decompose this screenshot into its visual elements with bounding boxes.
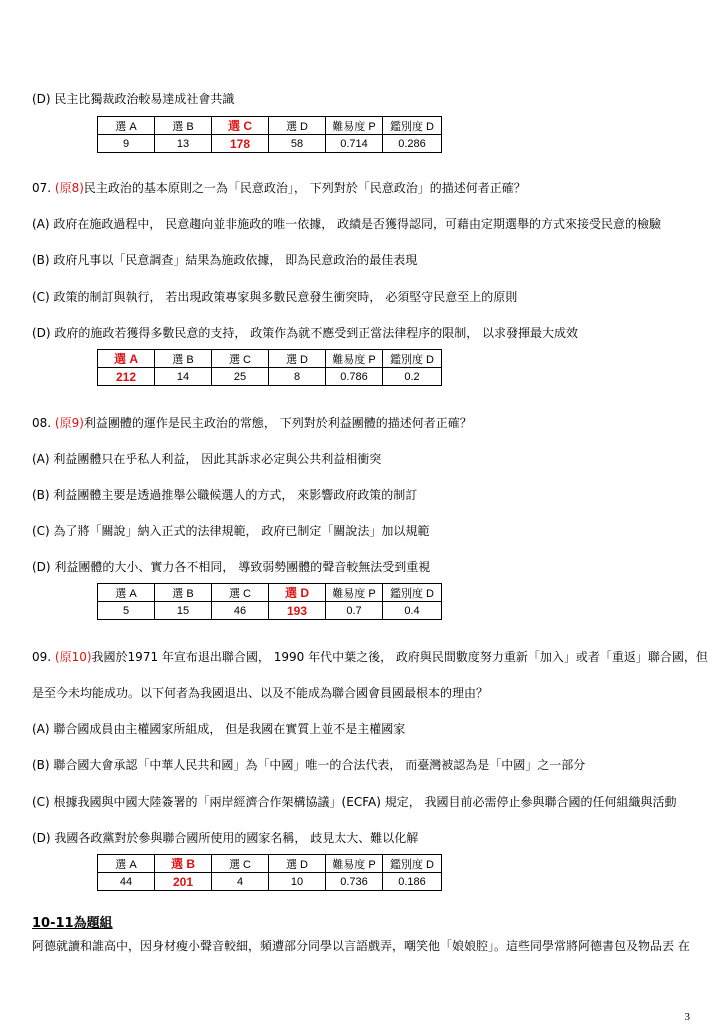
val-choice-c: 4 [212, 873, 269, 891]
col-choice-c-answer: 選 C [212, 117, 269, 135]
q09-question-text: 我國於1971 年宣布退出聯合國， 1990 年代中葉之後， 政府與民間數度努力重新「加入」或者「重返」聯合國，但 [91, 650, 708, 664]
stats-value-row [98, 368, 442, 386]
q09-question-continued: 是至今未均能成功。以下何者為我國退出、以及不能成為聯合國會員國最根本的理由？ [32, 686, 489, 700]
q08-original-number: (原9) [54, 416, 84, 430]
q07-stats-table [97, 349, 442, 386]
q09-stats-table [97, 854, 442, 891]
q07-option-c: (C) 政策的制訂與執行， 若出現政策專家與多數民意發生衝突時， 必須堅守民意至上的原則 [32, 290, 518, 304]
q08-option-a: (A) 利益團體只在乎私人利益， 因此其訴求必定與公共利益相衝突 [32, 452, 382, 466]
col-discrimination: 鑑別度 D [383, 117, 442, 135]
col-choice-a-answer: 選 A [98, 350, 155, 368]
val-choice-a: 9 [98, 135, 155, 153]
val-choice-b: 14 [155, 368, 212, 386]
q08-stats-table [97, 583, 442, 620]
val-discrimination: 0.286 [383, 135, 442, 153]
val-choice-b-answer: 201 [155, 873, 212, 891]
val-choice-b: 13 [155, 135, 212, 153]
col-choice-d-answer: 選 D [269, 584, 326, 602]
q09-option-c: (C) 根據我國與中國大陸簽署的「兩岸經濟合作架構協議」(ECFA) 規定， 我國目前必需停止參與聯合國的任何組織與活動 [32, 795, 677, 809]
stats-header-row [98, 350, 442, 368]
col-discrimination: 鑑別度 D [383, 855, 442, 873]
q07-option-d: (D) 政府的施政若獲得多數民意的支持， 政策作為就不應受到正當法律程序的限制， 以求發揮最大成效 [32, 326, 579, 340]
q07-question [32, 180, 526, 196]
q09-option-a: (A) 聯合國成員由主權國家所組成， 但是我國在實質上並不是主權國家 [32, 722, 406, 736]
col-choice-a: 選 A [98, 117, 155, 135]
val-difficulty: 0.736 [326, 873, 383, 891]
q07-option-a: (A) 政府在施政過程中， 民意趨向並非施政的唯一依據， 政績是否獲得認同，可藉由定期選舉的方式來接受民意的檢驗 [32, 217, 662, 231]
col-choice-d: 選 D [269, 855, 326, 873]
val-choice-d: 58 [269, 135, 326, 153]
col-discrimination: 鑑別度 D [383, 350, 442, 368]
val-difficulty: 0.7 [326, 602, 383, 620]
col-choice-b: 選 B [155, 117, 212, 135]
col-choice-d: 選 D [269, 350, 326, 368]
q08-question-text: 利益團體的運作是民主政治的常態， 下列對於利益團體的描述何者正確？ [83, 416, 472, 430]
stats-value-row [98, 135, 442, 153]
col-choice-c: 選 C [212, 855, 269, 873]
stats-header-row [98, 855, 442, 873]
col-discrimination: 鑑別度 D [383, 584, 442, 602]
question-group-passage: 阿德就讀和誰高中，因身材瘦小聲音較細，頻遭部分同學以言語戲弄，嘲笑他「娘娘腔」。這些同學常將阿德書包及物品丟 在 [32, 939, 690, 953]
q06-stats-table [97, 116, 442, 153]
q07-number: 07. [32, 181, 55, 195]
q07-original-number: (原8) [54, 181, 84, 195]
val-choice-b: 15 [155, 602, 212, 620]
col-choice-c: 選 C [212, 584, 269, 602]
stats-value-row [98, 873, 442, 891]
stats-header-row [98, 584, 442, 602]
val-choice-d-answer: 193 [269, 602, 326, 620]
col-difficulty: 難易度 P [326, 855, 383, 873]
val-choice-c: 46 [212, 602, 269, 620]
stats-header-row [98, 117, 442, 135]
q08-option-d: (D) 利益團體的大小、實力各不相同， 導致弱勢團體的聲音較無法受到重視 [32, 560, 431, 574]
q09-option-b: (B) 聯合國大會承認「中華人民共和國」為「中國」唯一的合法代表， 而臺灣被認為是「中國」之一部分 [32, 758, 586, 772]
page-number: 3 [684, 1011, 690, 1023]
val-difficulty: 0.714 [326, 135, 383, 153]
col-choice-a: 選 A [98, 584, 155, 602]
val-choice-a-answer: 212 [98, 368, 155, 386]
val-choice-d: 10 [269, 873, 326, 891]
col-difficulty: 難易度 P [326, 350, 383, 368]
col-choice-d: 選 D [269, 117, 326, 135]
col-choice-b-answer: 選 B [155, 855, 212, 873]
col-choice-b: 選 B [155, 350, 212, 368]
q08-question [32, 415, 472, 431]
stats-value-row [98, 602, 442, 620]
q08-option-b: (B) 利益團體主要是透過推舉公職候選人的方式， 來影響政府政策的制訂 [32, 488, 418, 502]
val-choice-a: 5 [98, 602, 155, 620]
val-discrimination: 0.4 [383, 602, 442, 620]
val-difficulty: 0.786 [326, 368, 383, 386]
q09-option-d: (D) 我國各政黨對於參與聯合國所使用的國家名稱， 歧見太大、難以化解 [32, 831, 419, 845]
q07-question-text: 民主政治的基本原則之一為「民意政治」， 下列對於「民意政治」的描述何者正確？ [83, 181, 526, 195]
q06-option-d: (D) 民主比獨裁政治較易達成社會共識 [32, 92, 235, 106]
col-difficulty: 難易度 P [326, 584, 383, 602]
q07-option-b: (B) 政府凡事以「民意調查」結果為施政依據， 即為民意政治的最佳表現 [32, 253, 418, 267]
col-choice-b: 選 B [155, 584, 212, 602]
q08-option-c: (C) 為了將「關說」納入正式的法律規範， 政府已制定「關說法」加以規範 [32, 524, 430, 538]
question-group-heading: 10-11為題組 [32, 916, 113, 931]
q09-question [32, 649, 708, 665]
col-difficulty: 難易度 P [326, 117, 383, 135]
val-choice-d: 8 [269, 368, 326, 386]
val-choice-a: 44 [98, 873, 155, 891]
val-discrimination: 0.186 [383, 873, 442, 891]
q08-number: 08. [32, 416, 55, 430]
col-choice-a: 選 A [98, 855, 155, 873]
q09-number: 09. [32, 650, 55, 664]
val-discrimination: 0.2 [383, 368, 442, 386]
val-choice-c: 25 [212, 368, 269, 386]
val-choice-c-answer: 178 [212, 135, 269, 153]
col-choice-c: 選 C [212, 350, 269, 368]
q09-original-number: (原10) [54, 650, 92, 664]
